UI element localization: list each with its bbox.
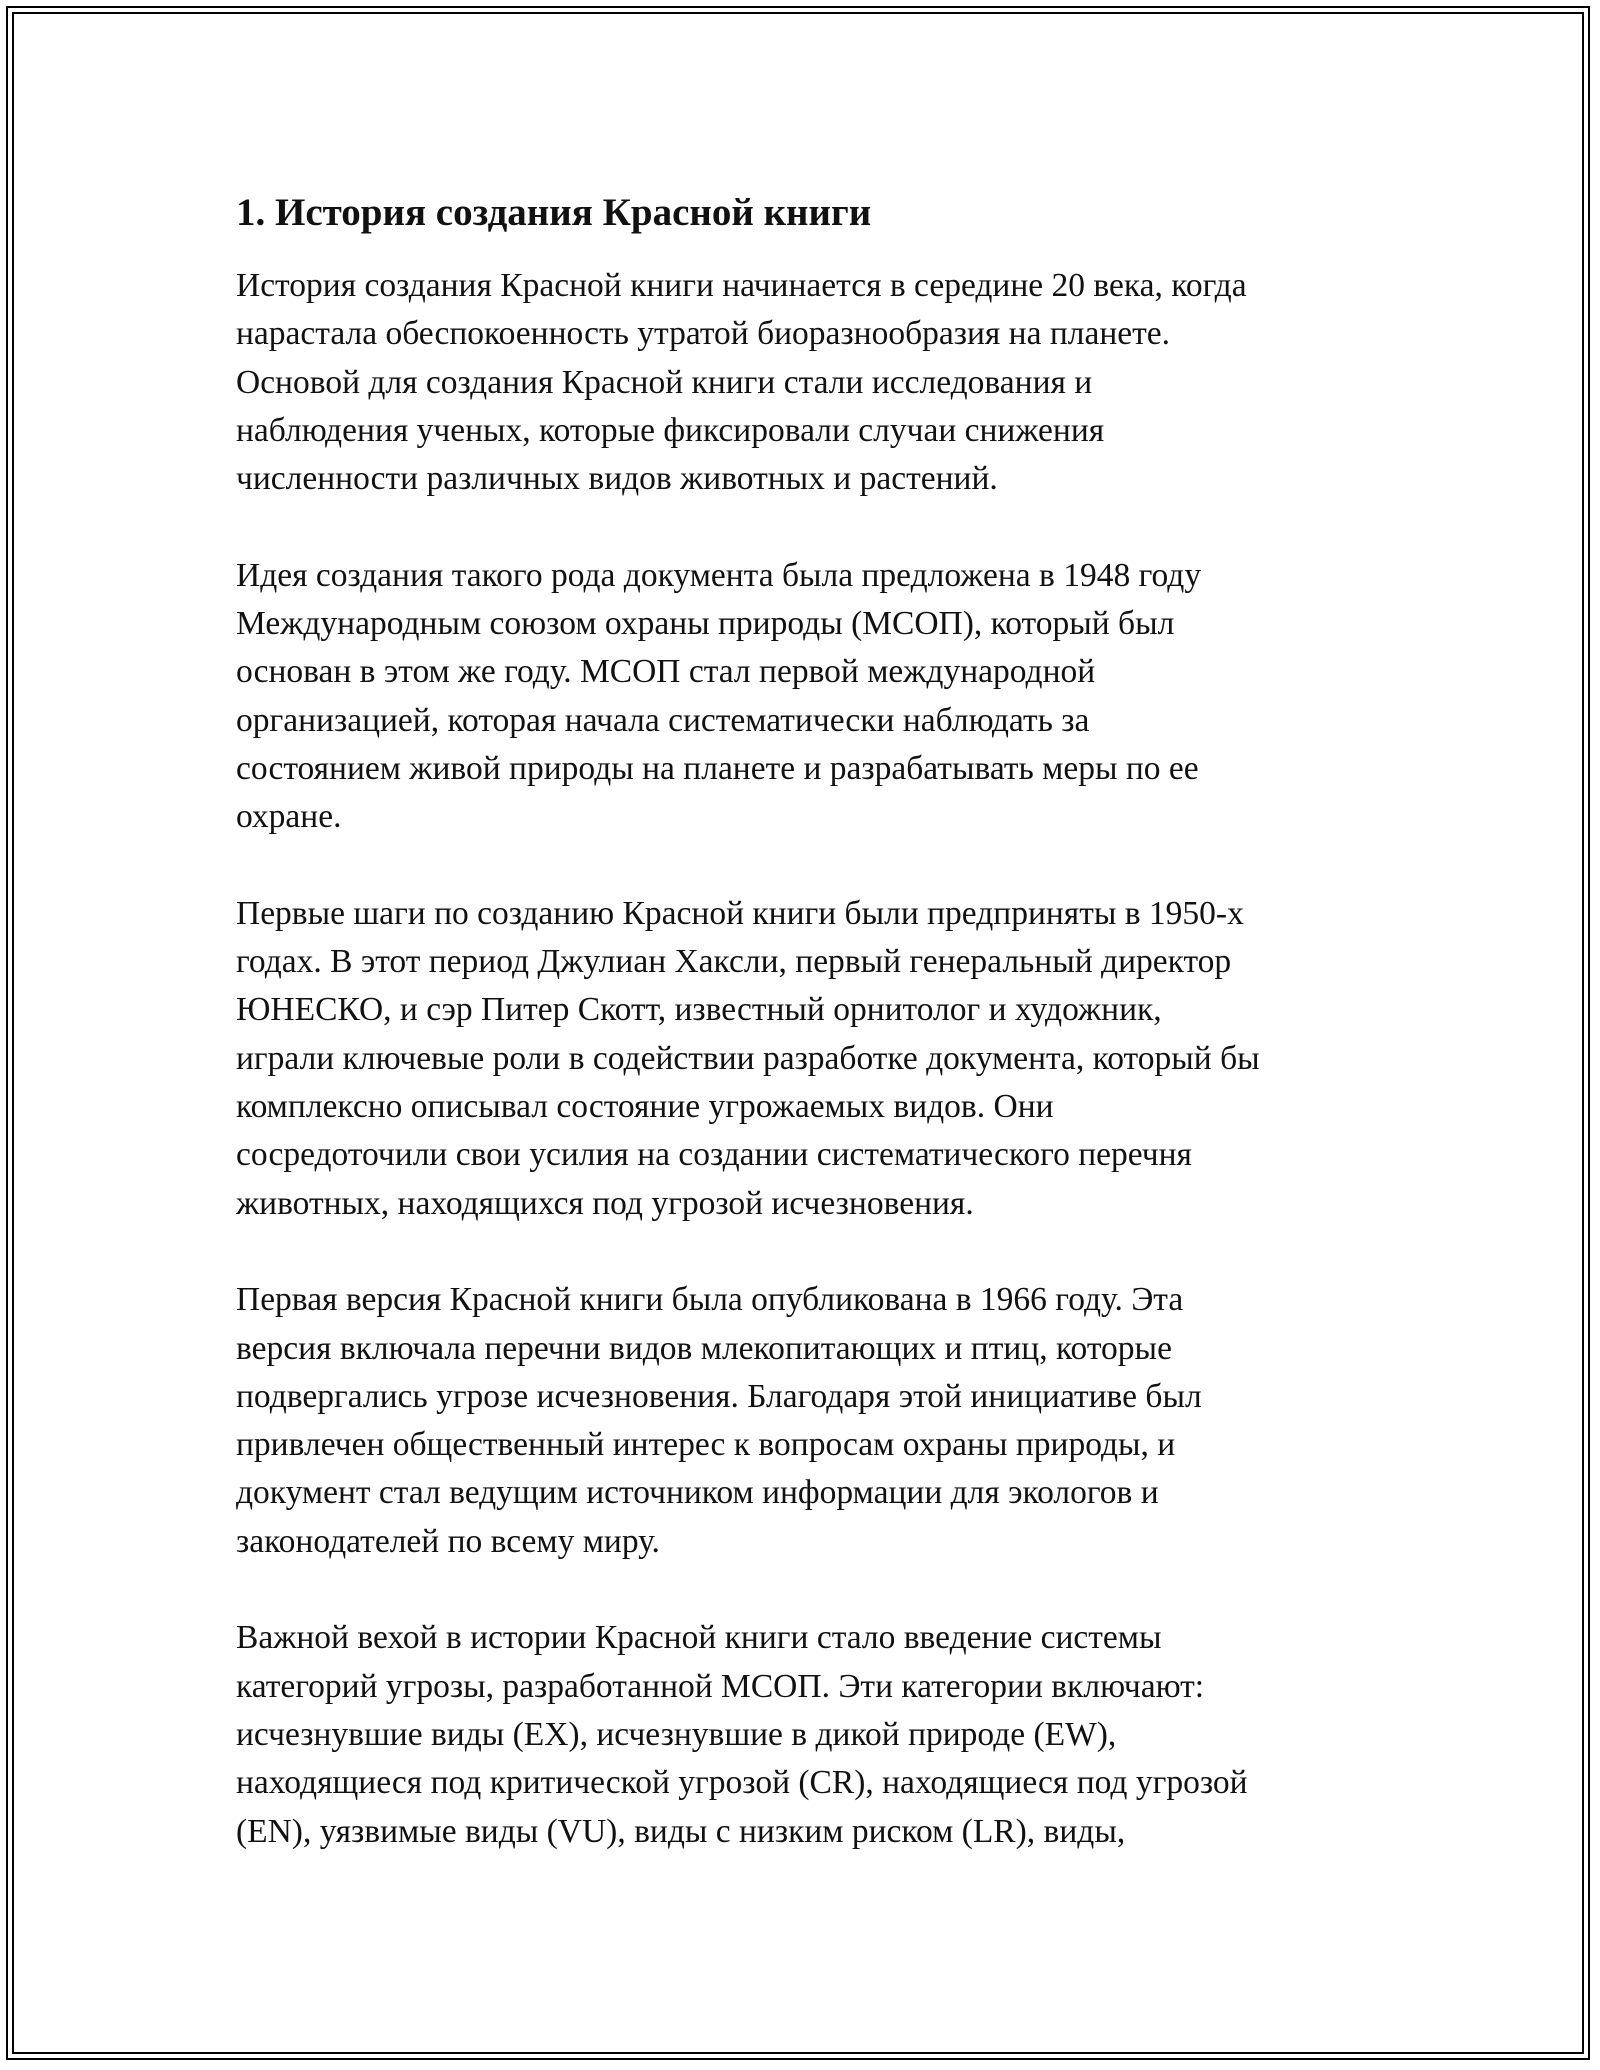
paragraph-5 bbox=[236, 1614, 1386, 1855]
text-line: исчезнувшие виды (EX), исчезнувшие в дикой природе (EW), bbox=[236, 1715, 1117, 1753]
text-line: охране. bbox=[236, 798, 342, 836]
paragraph-4 bbox=[236, 1276, 1386, 1566]
text-line: законодателей по всему миру. bbox=[236, 1522, 660, 1560]
text-line: животных, находящихся под угрозой исчезновения. bbox=[236, 1184, 974, 1222]
paragraph-2 bbox=[236, 552, 1386, 842]
text-line: документ стал ведущим источником информации для экологов и bbox=[236, 1474, 1159, 1512]
text-line: История создания Красной книги начинается в середине 20 века, когда bbox=[236, 267, 1247, 304]
text-line: численности различных видов животных и растений. bbox=[236, 460, 998, 498]
text-line: ЮНЕСКО, и сэр Питер Скотт, известный орнитолог и художник, bbox=[236, 991, 1162, 1029]
text-line: комплексно описывал состояние угрожаемых видов. Они bbox=[236, 1088, 1054, 1126]
text-line: Важной вехой в истории Красной книги стало введение системы bbox=[236, 1619, 1162, 1657]
section-title: 1. История создания Красной книги bbox=[236, 191, 872, 234]
text-line: Идея создания такого рода документа была предложена в 1948 году bbox=[236, 556, 1202, 594]
text-line: (EN), уязвимые виды (VU), виды с низким риском (LR), виды, bbox=[236, 1812, 1126, 1850]
text-line: состоянием живой природы на планете и разрабатывать меры по ее bbox=[236, 749, 1199, 787]
text-line: Первые шаги по созданию Красной книги были предприняты в 1950-х bbox=[236, 894, 1244, 932]
text-line: играли ключевые роли в содействии разработке документа, который бы bbox=[236, 1039, 1260, 1077]
text-line: наблюдения ученых, которые фиксировали случаи снижения bbox=[236, 411, 1105, 449]
text-line: версия включала перечни видов млекопитающих и птиц, которые bbox=[236, 1329, 1172, 1367]
text-line: подвергались угрозе исчезновения. Благодаря этой инициативе был bbox=[236, 1377, 1202, 1415]
text-line: нарастала обеспокоенность утратой биоразнообразия на планете. bbox=[236, 315, 1171, 353]
text-line: Основой для создания Красной книги стали исследования и bbox=[236, 363, 1093, 401]
text-line: привлечен общественный интерес к вопросам охраны природы, и bbox=[236, 1426, 1176, 1464]
text-line: Международным союзом охраны природы (МСОП), который был bbox=[236, 605, 1175, 643]
text-line: основан в этом же году. МСОП стал первой международной bbox=[236, 653, 1096, 691]
text-line: находящиеся под критической угрозой (CR), находящиеся под угрозой bbox=[236, 1764, 1248, 1802]
paragraph-1 bbox=[236, 262, 1386, 503]
paragraph-3 bbox=[236, 890, 1386, 1228]
text-line: сосредоточили свои усилия на создании систематического перечня bbox=[236, 1136, 1192, 1174]
text-line: организацией, которая начала систематически наблюдать за bbox=[236, 701, 1090, 739]
text-line: годах. В этот период Джулиан Хаксли, первый генеральный директор bbox=[236, 943, 1232, 981]
text-line: категорий угрозы, разработанной МСОП. Эти категории включают: bbox=[236, 1667, 1205, 1705]
document-content bbox=[236, 188, 1386, 1904]
text-line: Первая версия Красной книги была опубликована в 1966 году. Эта bbox=[236, 1281, 1184, 1319]
